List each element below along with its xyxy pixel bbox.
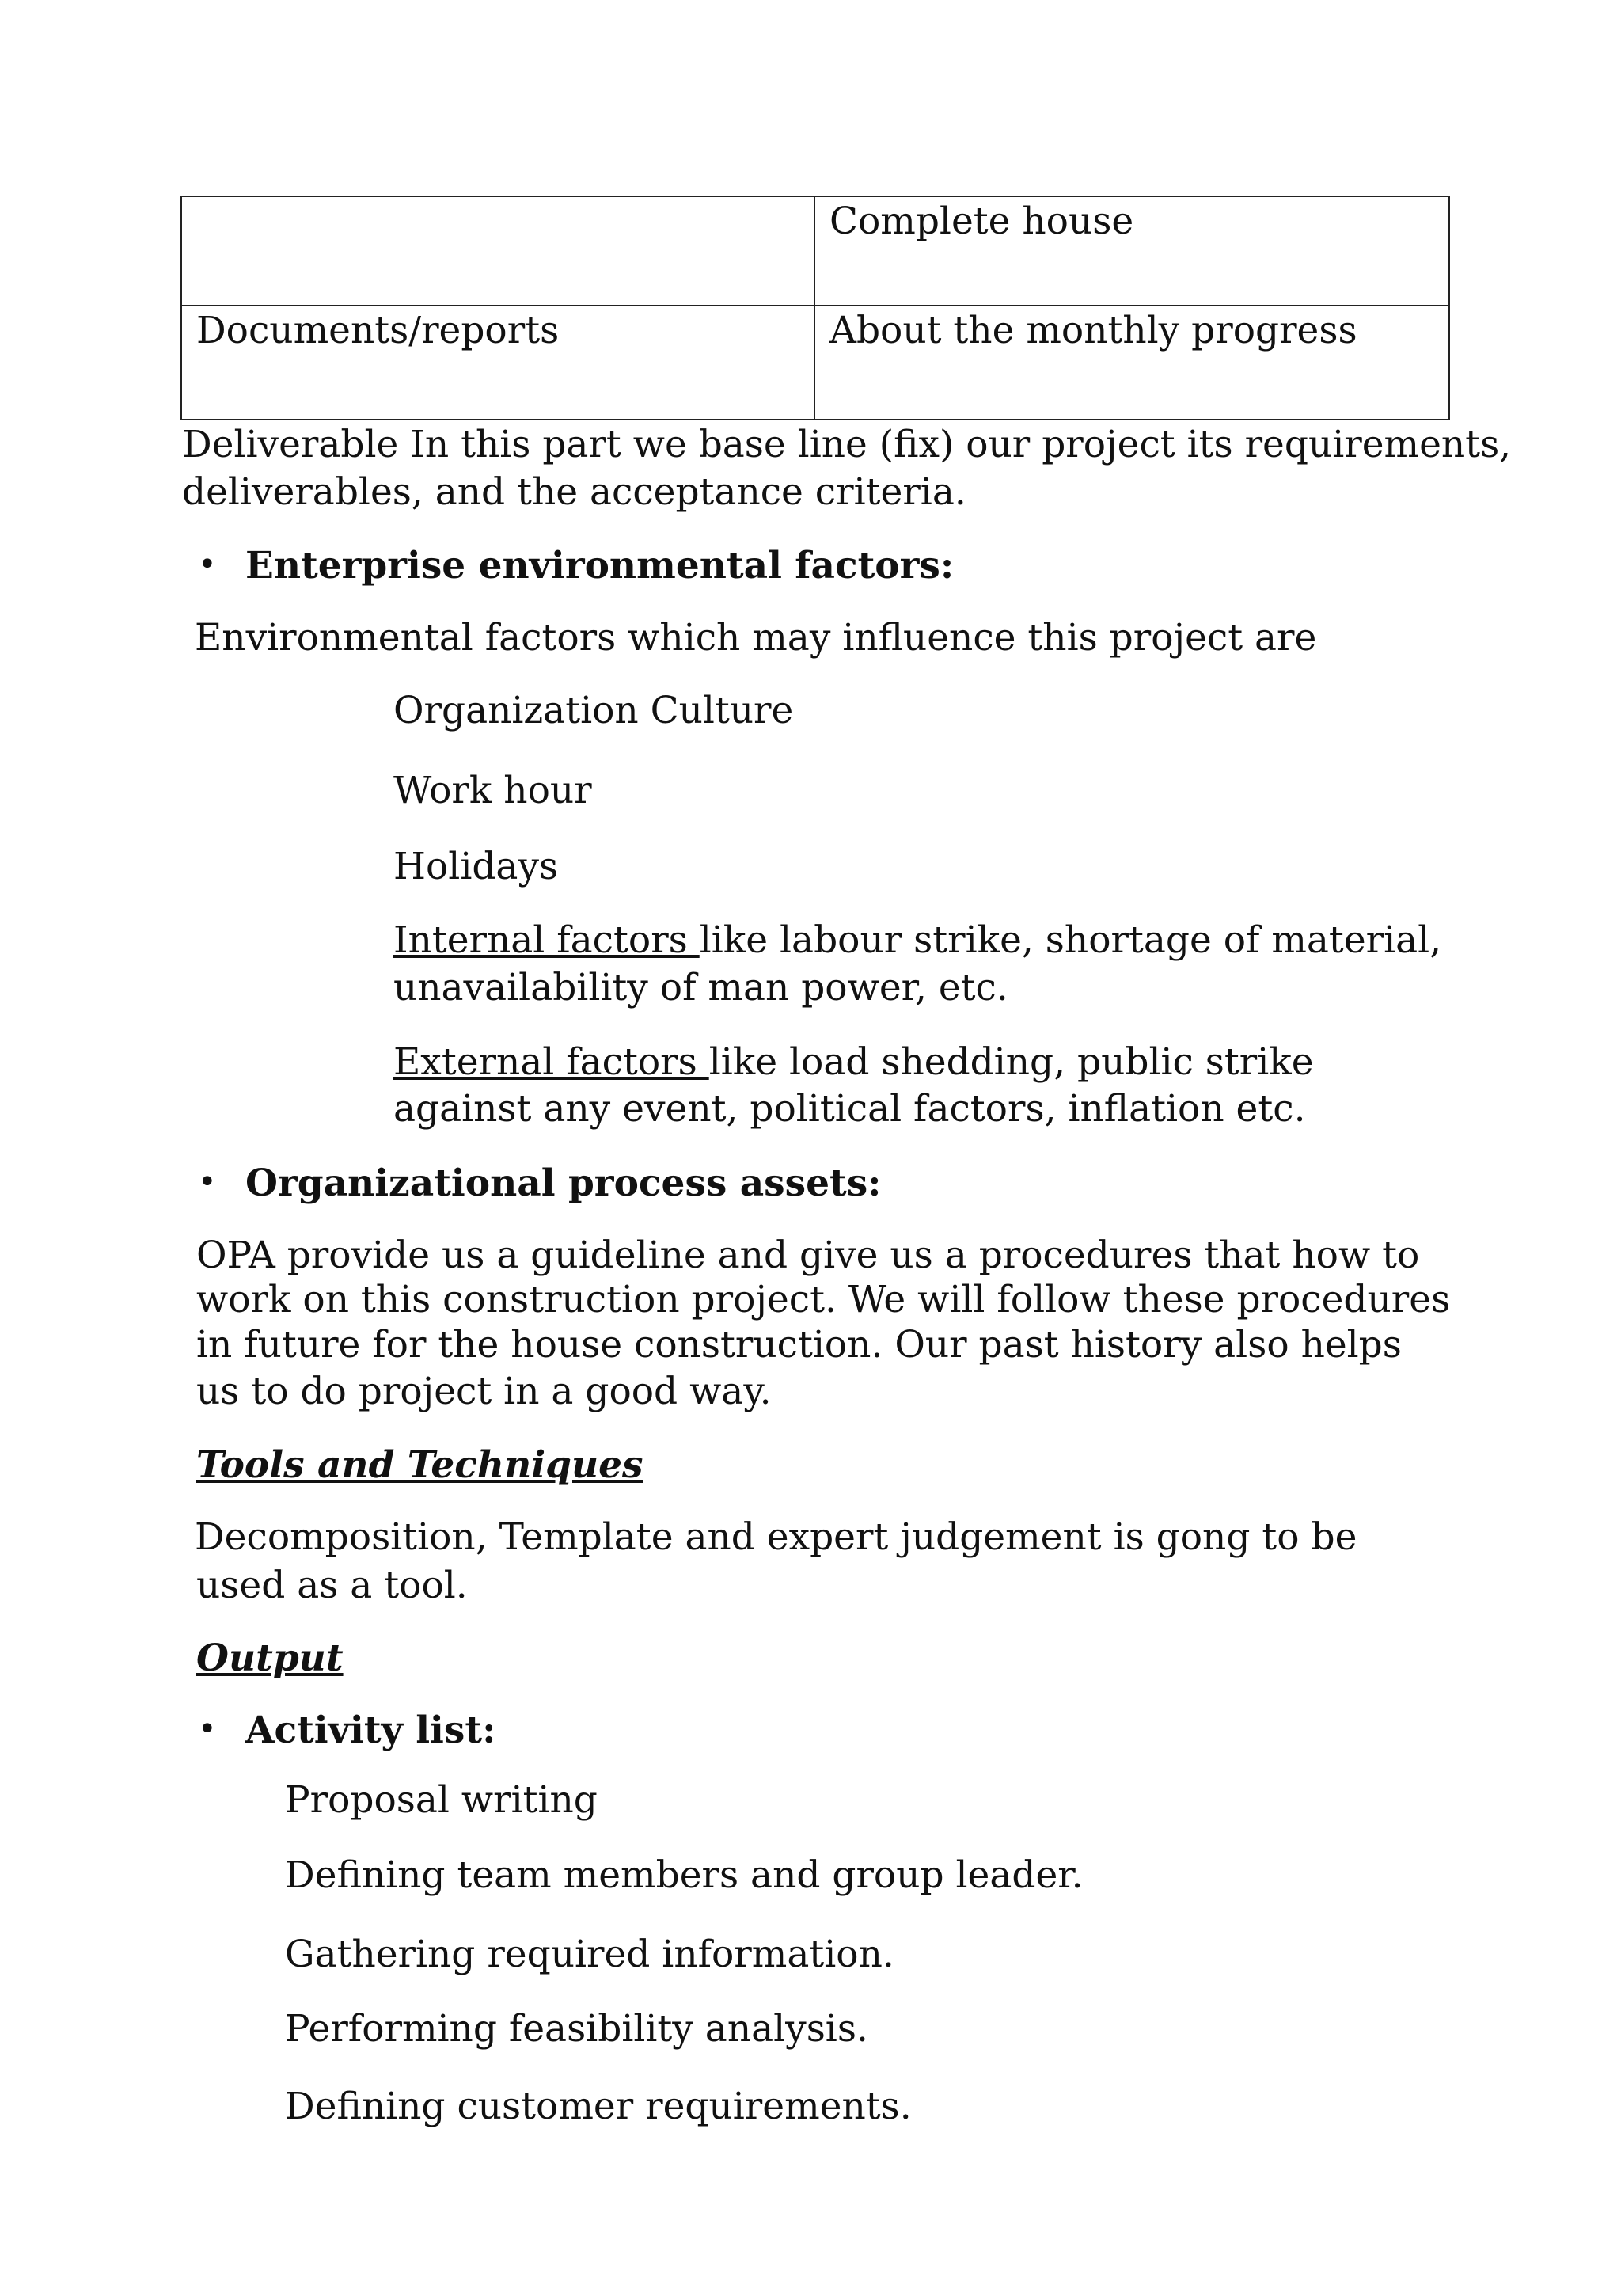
list-item: Organization Culture [393,689,794,732]
bullet-icon: • [198,546,217,583]
enterprise-intro: Environmental factors which may influence this project are [195,616,1317,660]
opa-paragraph-line: us to do project in a good way. [196,1370,772,1413]
external-factors-text: like load shedding, public strike [708,1040,1314,1084]
section-heading-enterprise: Enterprise environmental factors: [245,544,955,587]
list-item: Holidays [393,845,559,888]
section-heading-output: Output [196,1636,344,1680]
activity-item: Defining team members and group leader. [285,1853,1084,1897]
opa-paragraph-line: in future for the house construction. Our past history also helps [196,1323,1402,1367]
opa-paragraph-line: work on this construction project. We will follow these procedures [196,1278,1451,1321]
internal-factors-text: unavailability of man power, etc. [393,966,1008,1009]
deliverable-paragraph-line: Deliverable In this part we base line (fix) our project its requirements, [182,423,1512,466]
table-row [181,306,1449,420]
section-heading-tools: Tools and Techniques [196,1443,643,1487]
bullet-icon: • [198,1711,217,1747]
table-cell: Complete house [814,196,1449,306]
activity-item: Proposal writing [285,1778,598,1822]
activity-item: Performing feasibility analysis. [285,2007,868,2051]
opa-paragraph-line: OPA provide us a guideline and give us a procedures that how to [196,1234,1420,1277]
tools-paragraph-line: used as a tool. [196,1564,468,1607]
list-item-internal [393,918,1441,964]
external-factors-label: External factors [393,1040,709,1084]
activity-item: Gathering required information. [285,1933,894,1976]
activity-list-heading: Activity list: [245,1709,496,1752]
table-cell: Documents/reports [181,306,814,420]
external-factors-text: against any event, political factors, inflation etc. [393,1087,1306,1131]
tools-paragraph-line: Decomposition, Template and expert judgement is gong to be [195,1515,1357,1559]
section-heading-opa: Organizational process assets: [245,1161,882,1205]
table-cell: About the monthly progress [814,306,1449,420]
deliverables-table [180,196,1450,420]
bullet-icon: • [198,1164,217,1200]
internal-factors-text: like labour strike, shortage of material, [699,918,1442,962]
deliverable-paragraph-line: deliverables, and the acceptance criteria. [182,470,966,514]
internal-factors-label: Internal factors [393,918,700,962]
list-item: Work hour [393,769,592,812]
table-row [181,196,1449,306]
table-cell [181,196,814,306]
activity-item: Defining customer requirements. [285,2085,912,2128]
list-item-external [393,1040,1314,1085]
